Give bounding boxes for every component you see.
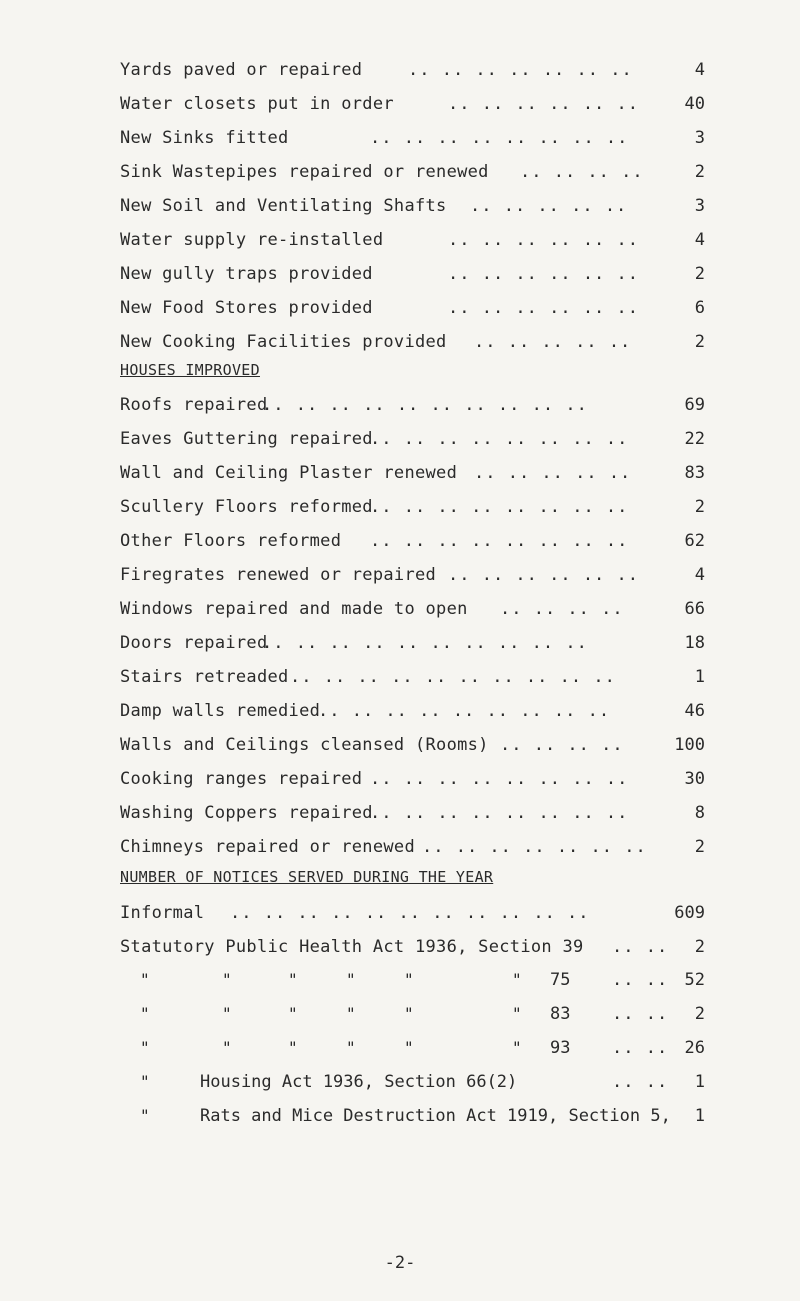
row-value: 40 [684,94,705,114]
row-label: Other Floors reformed [120,531,342,551]
ditto-mark: " [222,970,232,989]
leader-dots: .. .. [612,1004,669,1024]
leader-dots: .. .. .. .. .. .. .. .. .. .. [262,395,588,415]
table-row [0,226,800,254]
ditto-mark: " [512,970,522,989]
leader-dots: .. .. [612,937,669,957]
row-value: 62 [684,531,705,551]
row-label: Yards paved or repaired [120,60,363,80]
row-value: 1 [694,1072,705,1092]
leader-dots: .. .. .. .. .. .. .. .. [370,531,629,551]
ditto-mark: " [140,970,150,989]
table-row [0,192,800,220]
table-row [0,425,800,453]
row-label: Sink Wastepipes repaired or renewed [120,162,489,182]
ditto-mark: " [346,1004,356,1023]
table-row [0,595,800,623]
leader-dots: .. .. .. .. .. .. [448,298,639,318]
section-number: 75 [550,970,571,990]
ditto-mark: " [140,1072,150,1091]
ditto-mark: " [512,1038,522,1057]
row-label: Water supply re-installed [120,230,384,250]
table-row [0,527,800,555]
table-row [0,663,800,691]
leader-dots: .. .. .. .. .. .. .. .. [370,769,629,789]
leader-dots: .. .. .. .. .. .. [448,94,639,114]
row-value: 2 [694,497,705,517]
table-row [0,629,800,657]
row-value: 4 [694,565,705,585]
table-row [0,90,800,118]
row-value: 18 [684,633,705,653]
ditto-mark: " [222,1038,232,1057]
ditto-mark: " [288,1038,298,1057]
ditto-mark: " [404,1004,414,1023]
table-row [0,56,800,84]
row-value: 1 [694,667,705,687]
row-label: Stairs retreaded [120,667,289,687]
table-row [0,1034,800,1062]
table-row [0,899,800,927]
row-value: 66 [684,599,705,619]
row-value: 52 [684,970,705,990]
row-label: Windows repaired and made to open [120,599,468,619]
table-row [0,833,800,861]
leader-dots: .. .. .. .. .. .. .. .. .. .. [262,633,588,653]
leader-dots: .. .. .. .. .. [470,196,628,216]
leader-dots: .. .. [612,1072,669,1092]
row-value: 6 [694,298,705,318]
table-row [0,966,800,994]
leader-dots: .. .. .. .. [500,599,624,619]
table-row [0,294,800,322]
table-row [0,328,800,356]
row-value: 4 [694,60,705,80]
row-value: 46 [684,701,705,721]
section-number: 93 [550,1038,571,1058]
table-row [0,124,800,152]
leader-dots: .. .. .. .. [500,735,624,755]
ditto-mark: " [404,1038,414,1057]
row-label: New Cooking Facilities provided [120,332,447,352]
leader-dots: .. .. .. .. .. .. .. .. .. .. .. [230,903,590,923]
leader-dots: .. .. .. .. .. .. .. .. [370,803,629,823]
section-heading-houses-improved: HOUSES IMPROVED [120,361,260,379]
table-row [0,561,800,589]
row-value: 1 [694,1106,705,1126]
row-value: 2 [694,937,705,957]
leader-dots: .. .. .. .. .. .. .. .. [370,429,629,449]
section-number: 83 [550,1004,571,1024]
row-label: New Sinks fitted [120,128,289,148]
leader-dots: .. .. .. .. .. .. .. [422,837,647,857]
leader-dots: .. .. .. .. .. [474,463,632,483]
leader-dots: .. .. .. .. .. .. [448,264,639,284]
row-label: Cooking ranges repaired [120,769,363,789]
row-value: 30 [684,769,705,789]
row-value: 3 [694,128,705,148]
table-row [0,158,800,186]
leader-dots: .. .. .. .. .. [474,332,632,352]
leader-dots: .. .. .. .. .. .. [448,230,639,250]
table-row [0,1102,800,1130]
row-label: Chimneys repaired or renewed [120,837,415,857]
table-row [0,933,800,961]
leader-dots: .. .. .. .. .. .. .. .. [370,128,629,148]
ditto-mark: " [140,1106,150,1125]
row-label: Doors repaired [120,633,268,653]
table-row [0,391,800,419]
row-label: New Soil and Ventilating Shafts [120,196,447,216]
table-row [0,493,800,521]
table-row [0,459,800,487]
table-row [0,765,800,793]
row-value: 2 [694,837,705,857]
row-label: Informal [120,903,205,923]
row-value: 4 [694,230,705,250]
row-label: Statutory Public Health Act 1936, Section 39 [120,937,584,957]
row-label: Firegrates renewed or repaired [120,565,437,585]
ditto-mark: " [512,1004,522,1023]
section-heading-notices: NUMBER OF NOTICES SERVED DURING THE YEAR [120,868,494,886]
table-row [0,731,800,759]
leader-dots: .. .. [612,970,669,990]
row-label: Housing Act 1936, Section 66(2) [200,1072,518,1092]
row-label: Scullery Floors reformed [120,497,373,517]
row-value: 2 [694,162,705,182]
ditto-mark: " [346,1038,356,1057]
row-value: 100 [674,735,705,755]
row-label: Roofs repaired [120,395,268,415]
ditto-mark: " [288,970,298,989]
row-label: Washing Coppers repaired [120,803,373,823]
ditto-mark: " [404,970,414,989]
row-value: 3 [694,196,705,216]
leader-dots: .. .. .. .. [520,162,644,182]
table-row [0,260,800,288]
row-label: Eaves Guttering repaired [120,429,373,449]
row-value: 83 [684,463,705,483]
ditto-mark: " [346,970,356,989]
row-label: Rats and Mice Destruction Act 1919, Section 5, [200,1106,671,1126]
row-label: New Food Stores provided [120,298,373,318]
ditto-mark: " [140,1038,150,1057]
ditto-mark: " [222,1004,232,1023]
row-label: Wall and Ceiling Plaster renewed [120,463,458,483]
row-value: 22 [684,429,705,449]
row-label: Walls and Ceilings cleansed (Rooms) [120,735,489,755]
row-value: 26 [684,1038,705,1058]
row-value: 609 [674,903,705,923]
row-value: 2 [694,1004,705,1024]
table-row [0,697,800,725]
row-value: 2 [694,332,705,352]
leader-dots: .. .. .. .. .. .. [448,565,639,585]
leader-dots: .. .. [612,1038,669,1058]
row-value: 2 [694,264,705,284]
table-row [0,1068,800,1096]
row-label: Damp walls remedied [120,701,321,721]
table-row [0,799,800,827]
row-value: 8 [694,803,705,823]
leader-dots: .. .. .. .. .. .. .. .. .. [318,701,611,721]
row-value: 69 [684,395,705,415]
leader-dots: .. .. .. .. .. .. .. .. [370,497,629,517]
row-label: New gully traps provided [120,264,373,284]
page-number: -2- [384,1253,416,1273]
leader-dots: .. .. .. .. .. .. .. .. .. .. [290,667,616,687]
row-label: Water closets put in order [120,94,394,114]
ditto-mark: " [140,1004,150,1023]
ditto-mark: " [288,1004,298,1023]
table-row [0,1000,800,1028]
leader-dots: .. .. .. .. .. .. .. [408,60,633,80]
